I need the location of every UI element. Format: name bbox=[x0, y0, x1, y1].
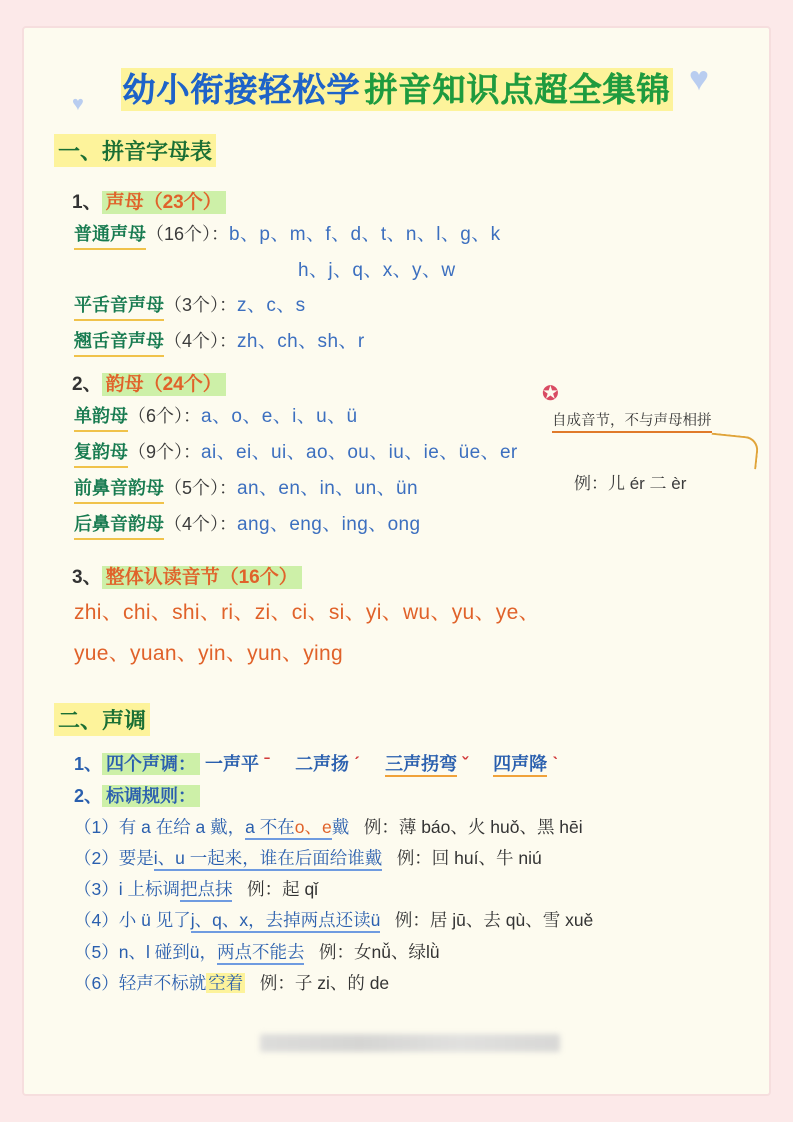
rule-row-2 bbox=[74, 845, 743, 871]
row-letters: z、c、s bbox=[237, 294, 306, 316]
title-row bbox=[50, 60, 743, 118]
rule-number: （2） bbox=[74, 847, 119, 868]
row-qiaoshe-shengmu bbox=[74, 328, 743, 357]
tone-list-row bbox=[74, 750, 743, 776]
annotation-note: 自成音节，不与声母相拼 bbox=[552, 409, 712, 430]
annotation-example: 例：儿 ér 二 èr bbox=[574, 473, 687, 493]
row-count: （6个）： bbox=[128, 405, 202, 426]
subsection-2-title: 韵母（24个） bbox=[102, 373, 226, 396]
page-title-part2: 拼音知识点超全集锦 bbox=[364, 70, 671, 109]
row-putong-shengmu-continued bbox=[298, 257, 743, 285]
tone-list-title: 四个声调： bbox=[102, 753, 200, 775]
row-count: （3个）： bbox=[164, 294, 238, 315]
rule-row-6 bbox=[74, 970, 743, 996]
arrow-curve-icon bbox=[708, 432, 759, 469]
row-label: 单韵母 bbox=[74, 403, 128, 432]
row-putong-shengmu bbox=[74, 221, 743, 250]
syllables-line-2: yue、yuan、yin、yun、ying bbox=[74, 641, 343, 665]
row-letters: ang、eng、ing、ong bbox=[237, 514, 421, 536]
row-count: （9个）： bbox=[128, 441, 202, 462]
rule-row-5 bbox=[74, 939, 743, 965]
rule-number: （5） bbox=[74, 941, 119, 962]
section-tones bbox=[50, 693, 743, 997]
rule-number: （4） bbox=[74, 910, 119, 931]
rule-example: 例：回 huí、牛 niú bbox=[396, 847, 542, 868]
row-label: 普通声母 bbox=[74, 221, 146, 250]
tone-mark-4: ˋ bbox=[552, 753, 559, 774]
tone-item-3: 三声拐弯 ˇ bbox=[385, 754, 468, 774]
rule-example: 例：薄 báo、火 huǒ、黑 hēi bbox=[363, 816, 583, 837]
rule-title-row bbox=[74, 782, 743, 808]
rule-text-a: i 上标调 bbox=[118, 879, 180, 900]
row-letters: zh、ch、sh、r bbox=[237, 330, 365, 352]
rule-example: 例：子 zi、的 de bbox=[259, 972, 390, 993]
subsection-yunmu-heading bbox=[72, 369, 743, 396]
syllables-line-1: zhi、chi、shi、ri、zi、ci、si、yi、wu、yu、ye、 bbox=[74, 601, 540, 625]
rule-title-text: 标调规则： bbox=[102, 785, 200, 807]
rule-number: （6） bbox=[74, 972, 119, 993]
star-icon: ✪ bbox=[542, 382, 559, 405]
rule-text-b: 把点抹 bbox=[180, 879, 233, 902]
row-label: 复韵母 bbox=[74, 439, 128, 468]
row-count: （4个）： bbox=[164, 514, 238, 535]
rule-text-a: 要是 bbox=[118, 847, 154, 868]
rule-number: （3） bbox=[74, 879, 119, 900]
section-1-heading: 一、拼音字母表 bbox=[54, 134, 216, 167]
row-letters: b、p、m、f、d、t、n、l、g、k bbox=[229, 224, 501, 245]
row-pingshe-shengmu bbox=[74, 292, 743, 321]
subsection-3-title: 整体认读音节（16个） bbox=[102, 566, 302, 589]
row-count: （4个）： bbox=[164, 330, 238, 351]
rule-row-4 bbox=[74, 907, 743, 933]
subsection-3-number: 3、 bbox=[72, 567, 102, 589]
rule-text-a: 轻声不标就 bbox=[118, 972, 207, 993]
tone-list-number: 1、 bbox=[74, 753, 103, 774]
section-2-heading: 二、声调 bbox=[54, 703, 150, 736]
subsection-zhengti-heading bbox=[72, 562, 743, 589]
rule-row-3 bbox=[74, 876, 743, 902]
worksheet-sheet bbox=[22, 26, 771, 1096]
subsection-shengmu-heading bbox=[72, 187, 743, 214]
rule-text-d: 戴 bbox=[331, 816, 350, 837]
tone-item-4: 四声降 ˋ bbox=[493, 754, 558, 774]
rule-example: 例：起 qǐ bbox=[247, 879, 319, 900]
subsection-2-number: 2、 bbox=[72, 373, 102, 395]
rule-row-1 bbox=[74, 814, 743, 840]
row-letters: ai、ei、ui、ao、ou、iu、ie、üe、er bbox=[201, 441, 518, 463]
footer-watermark-bar bbox=[260, 1034, 560, 1052]
tone-mark-2: ˊ bbox=[354, 753, 361, 774]
rule-text-a: n、l 碰到ü， bbox=[118, 941, 217, 962]
row-letters: a、o、e、i、u、ü bbox=[201, 405, 358, 427]
heart-icon-right: ♥ bbox=[688, 60, 709, 98]
subsection-1-title: 声母（23个） bbox=[102, 191, 226, 214]
subsection-1-number: 1、 bbox=[72, 192, 102, 213]
tone-item-2: 二声扬 ˊ bbox=[295, 753, 361, 774]
row-letters: h、j、q、x、y、w bbox=[298, 260, 456, 282]
rule-number: （1） bbox=[74, 816, 119, 837]
page-title-part1: 幼小衔接轻松学 bbox=[122, 70, 361, 109]
rule-title-number: 2、 bbox=[74, 785, 103, 806]
row-label: 后鼻音韵母 bbox=[74, 511, 164, 540]
row-label: 平舌音声母 bbox=[74, 292, 164, 321]
rule-example: 例：居 jū、去 qù、雪 xuě bbox=[394, 910, 594, 931]
section-pinyin-alphabet bbox=[50, 124, 743, 673]
rule-text-b: 空着 bbox=[208, 972, 244, 993]
row-count: （16个）： bbox=[146, 224, 230, 244]
row-fu-yunmu bbox=[74, 439, 743, 468]
page-title bbox=[121, 64, 673, 111]
tone-mark-1: ˉ bbox=[264, 753, 271, 774]
row-label: 翘舌音声母 bbox=[74, 328, 164, 357]
tone-mark-3: ˇ bbox=[462, 753, 469, 774]
rule-text-b: j、q、x，去掉两点还读ü bbox=[191, 910, 381, 933]
row-letters: an、en、in、un、ün bbox=[237, 478, 418, 500]
row-houbi-yunmu bbox=[74, 511, 743, 540]
rule-text-c: o、e bbox=[295, 817, 332, 840]
rule-example: 例：女nǚ、绿lǜ bbox=[319, 941, 440, 962]
rule-text-b: i、u 一起来，谁在后面给谁戴 bbox=[154, 848, 382, 871]
heart-icon-left: ♥ bbox=[72, 93, 84, 115]
tone-item-1: 一声平 ˉ bbox=[205, 753, 271, 774]
rule-text-a: 有 a 在给 a 戴， bbox=[118, 816, 246, 837]
rule-text-b: 两点不能去 bbox=[217, 942, 305, 965]
rule-text-a: 小 ü 见了 bbox=[118, 910, 191, 931]
row-count: （5个）： bbox=[164, 478, 238, 499]
row-label: 前鼻音韵母 bbox=[74, 475, 164, 504]
rule-text-b: a 不在 bbox=[245, 817, 295, 840]
